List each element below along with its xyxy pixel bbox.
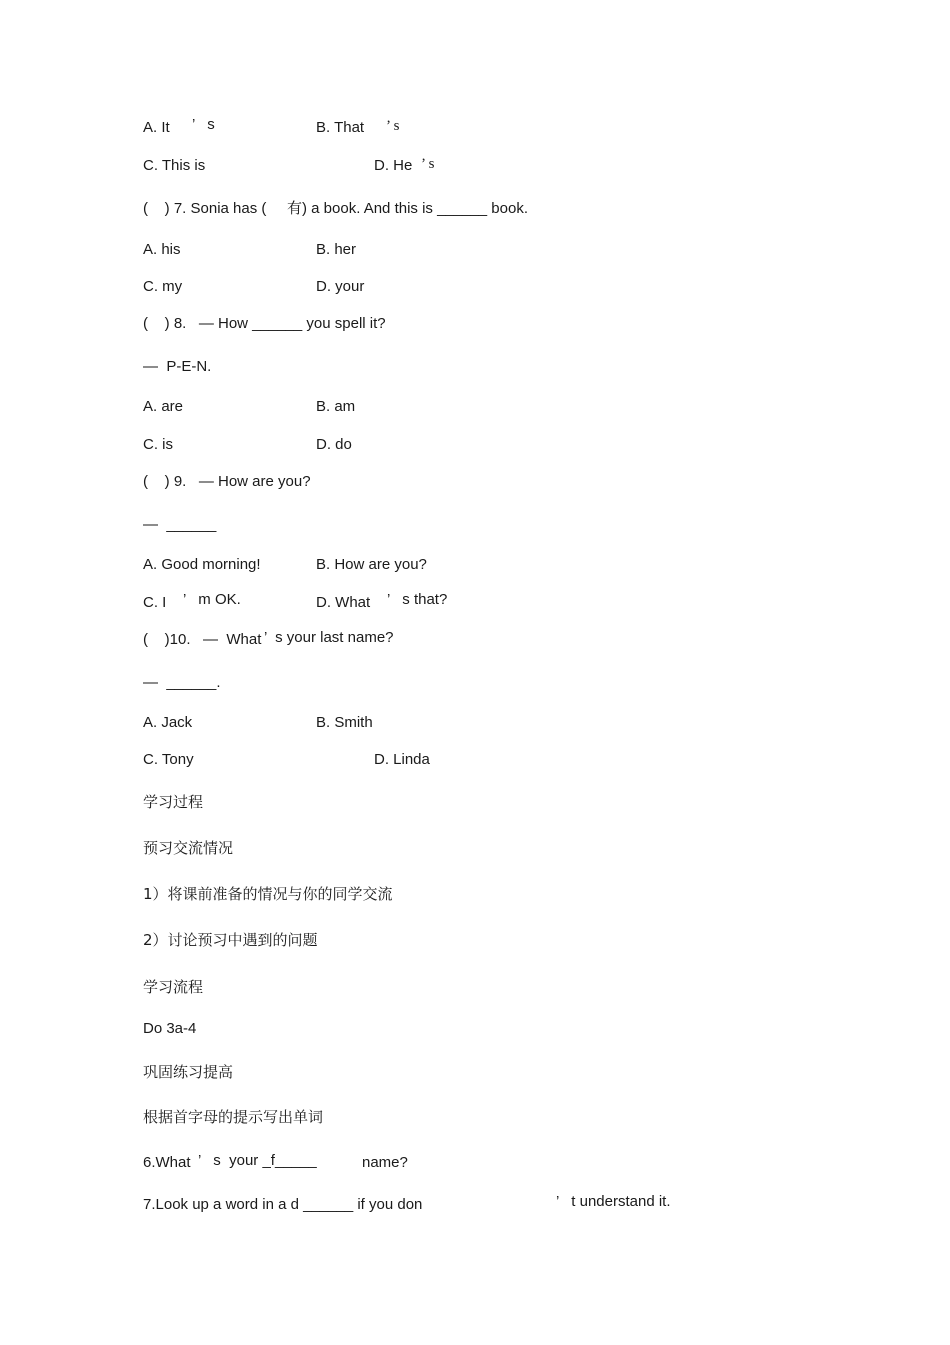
section-preview-exchange: 预习交流情况 bbox=[143, 839, 234, 857]
q6-option-a: A. It bbox=[143, 119, 170, 136]
q6-option-a-tail: ’ s bbox=[192, 116, 215, 133]
q7-option-a: A. his bbox=[143, 241, 181, 258]
q7-question-suffix: ) a book. And this is ______ book. bbox=[302, 200, 528, 217]
q9-option-c-right: ’ m OK. bbox=[183, 591, 241, 608]
exercise-7-left: 7.Look up a word in a d ______ if you don bbox=[143, 1196, 423, 1213]
q6-option-b-tail: ’ s bbox=[386, 118, 400, 134]
q7-question-prefix: ( ) 7. Sonia has ( bbox=[143, 200, 267, 217]
exercise-6-mid: ’ s your _f_____ bbox=[198, 1152, 317, 1169]
q8-question: ( ) 8. — How ______ you spell it? bbox=[143, 315, 386, 332]
q9-option-a: A. Good morning! bbox=[143, 556, 261, 573]
q8-option-b: B. am bbox=[316, 398, 356, 415]
section-learning-process: 学习过程 bbox=[143, 793, 204, 811]
exercise-6-left: 6.What bbox=[143, 1154, 191, 1171]
section-item-1: 1）将课前准备的情况与你的同学交流 bbox=[143, 885, 393, 903]
q8-option-d: D. do bbox=[316, 436, 352, 453]
q10-question-right: ’ s your last name? bbox=[264, 629, 394, 646]
q10-option-c: C. Tony bbox=[143, 751, 194, 768]
q7-option-d: D. your bbox=[316, 278, 365, 295]
q8-option-c: C. is bbox=[143, 436, 173, 453]
q10-answer: — ______. bbox=[143, 674, 221, 691]
q9-question: ( ) 9. — How are you? bbox=[143, 473, 311, 490]
q10-question-left: ( )10. — What bbox=[143, 631, 262, 648]
q6-option-d: D. He bbox=[374, 157, 413, 174]
q6-option-c: C. This is bbox=[143, 157, 206, 174]
q7-option-c: C. my bbox=[143, 278, 183, 295]
q9-answer: — ______ bbox=[143, 516, 217, 533]
q9-option-d-left: D. What bbox=[316, 594, 371, 611]
q6-option-b: B. That bbox=[316, 119, 365, 136]
exercise-7-right: ’ t understand it. bbox=[556, 1193, 671, 1210]
q7-question-cn: 有 bbox=[287, 199, 303, 217]
q10-option-d: D. Linda bbox=[374, 751, 430, 768]
section-consolidate: 巩固练习提高 bbox=[143, 1063, 234, 1081]
exercise-6-right: name? bbox=[362, 1154, 408, 1171]
q9-option-d-right: ’ s that? bbox=[387, 591, 448, 608]
section-learning-flow: 学习流程 bbox=[143, 978, 204, 996]
q10-option-a: A. Jack bbox=[143, 714, 193, 731]
q7-option-b: B. her bbox=[316, 241, 357, 258]
q8-answer: — P-E-N. bbox=[143, 358, 212, 375]
q6-option-d-tail: ’ s bbox=[421, 156, 435, 172]
q9-option-b: B. How are you? bbox=[316, 556, 427, 573]
q10-option-b: B. Smith bbox=[316, 714, 373, 731]
section-item-2: 2）讨论预习中遇到的问题 bbox=[143, 931, 318, 949]
q8-option-a: A. are bbox=[143, 398, 184, 415]
q9-option-c-left: C. I bbox=[143, 594, 167, 611]
section-instruction: 根据首字母的提示写出单词 bbox=[143, 1108, 324, 1126]
section-do-task: Do 3a-4 bbox=[143, 1020, 197, 1037]
